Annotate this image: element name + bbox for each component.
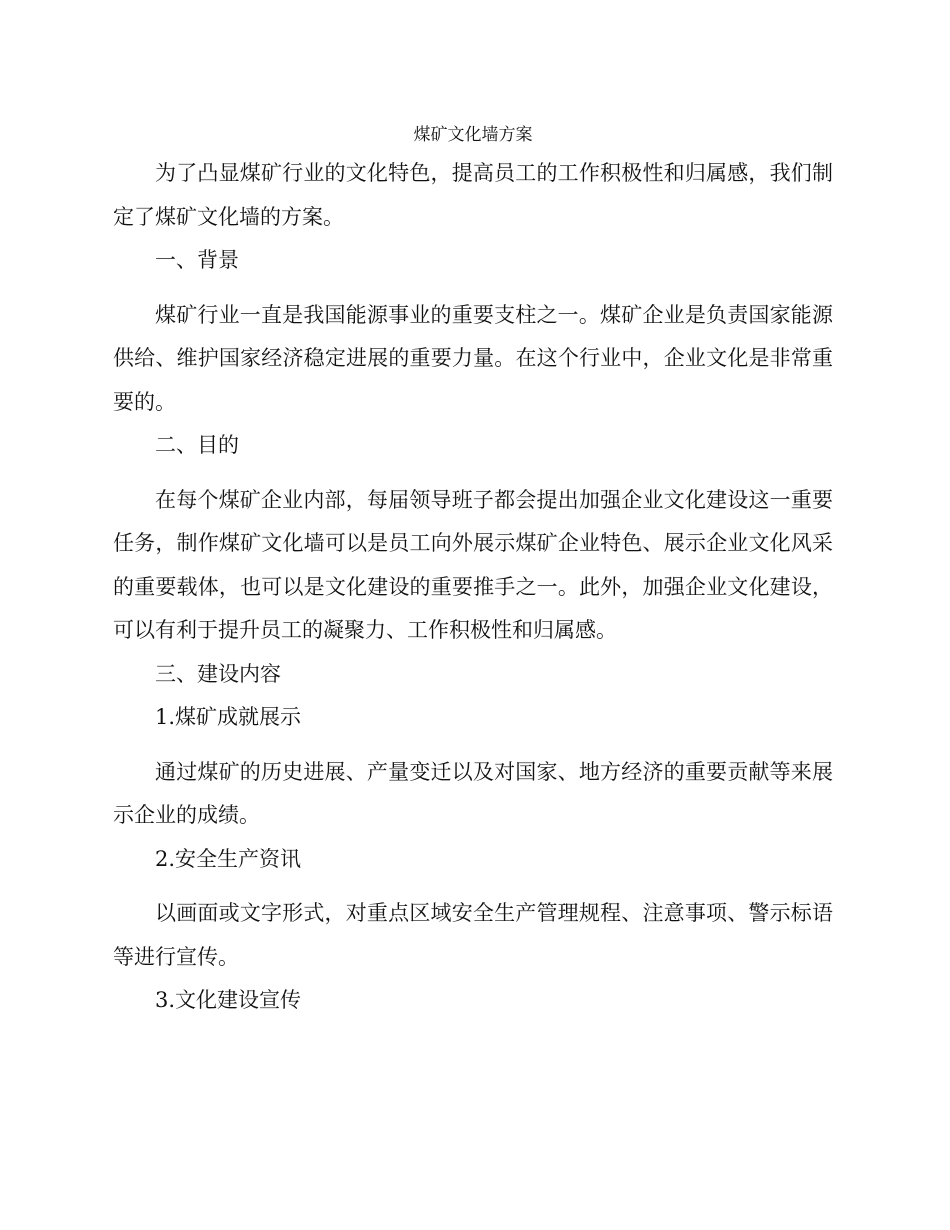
document-content (113, 118, 833, 1023)
item-heading-culture: 3.文化建设宣传 (155, 988, 302, 1012)
section-body-background: 煤矿行业一直是我国能源事业的重要支柱之一。煤矿企业是负责国家能源供给、维护国家经济稳定进展的重要力量。在这个行业中，企业文化是非常重要的。 (113, 302, 833, 414)
section-heading-content: 三、建设内容 (155, 661, 281, 686)
document-title: 煤矿文化墙方案 (413, 125, 533, 145)
section-heading-purpose: 二、目的 (155, 433, 239, 457)
section-heading-background: 一、背景 (155, 248, 239, 272)
section-body-purpose: 在每个煤矿企业内部，每届领导班子都会提出加强企业文化建设这一重要任务，制作煤矿文化墙可以是员工向外展示煤矿企业特色、展示企业文化风采的重要载体，也可以是文化建设的重要推手之一。此外，加强企业文化建设，可以有利于提升员工的凝聚力、工作积极性和归属感。 (113, 487, 833, 642)
item-body-safety: 以画面或文字形式，对重点区域安全生产管理规程、注意事项、警示标语等进行宣传。 (113, 901, 833, 969)
item-body-achievements: 通过煤矿的历史进展、产量变迁以及对国家、地方经济的重要贡献等来展示企业的成绩。 (113, 759, 833, 827)
item-heading-safety: 2.安全生产资讯 (155, 846, 302, 871)
intro-paragraph: 为了凸显煤矿行业的文化特色，提高员工的工作积极性和归属感，我们制定了煤矿文化墙的方案。 (113, 161, 833, 229)
item-heading-achievements: 1.煤矿成就展示 (155, 705, 302, 729)
